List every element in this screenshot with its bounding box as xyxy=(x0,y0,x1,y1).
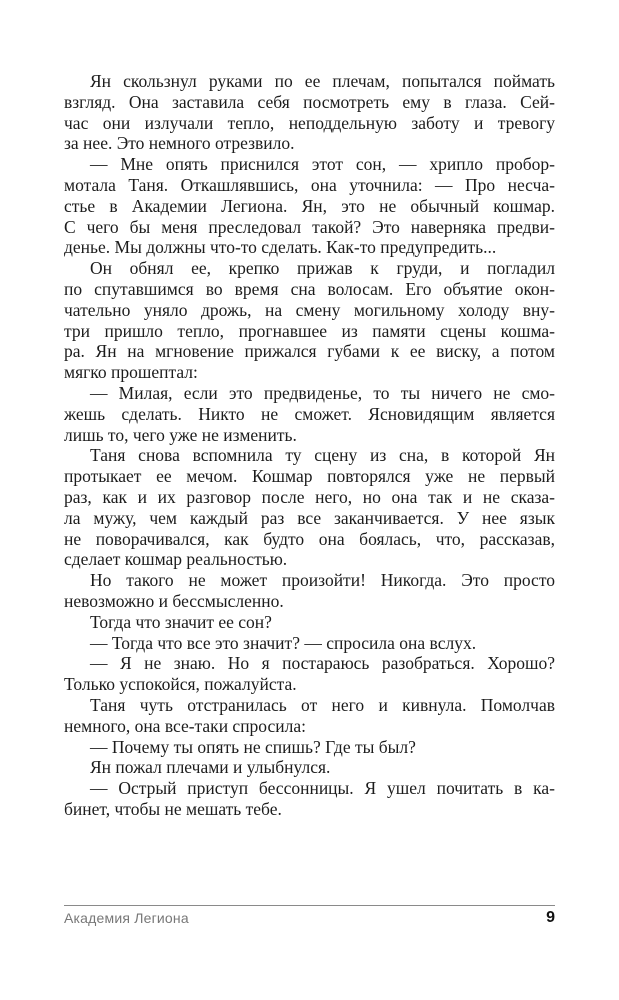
paragraph xyxy=(64,633,555,654)
text-line: жешь сделать. Никто не сможет. Ясновидящим является xyxy=(64,403,555,424)
text-line: стье в Академии Легиона. Ян, это не обычный кошмар. xyxy=(64,195,555,216)
text-line: взгляд. Она заставила себя посмотреть ему в глаза. Сей- xyxy=(64,91,555,112)
paragraph xyxy=(64,653,555,695)
text-line: Но такого не может произойти! Никогда. Это просто xyxy=(90,570,555,591)
paragraph xyxy=(64,71,555,154)
text-line: Таня чуть отстранилась от него и кивнула. Помолчав xyxy=(90,694,555,715)
page-number: 9 xyxy=(546,909,555,926)
text-line: С чего бы меня преследовал такой? Это наверняка предви- xyxy=(64,216,555,237)
text-line: три пришло тепло, прогнавшее из памяти сцены кошма- xyxy=(64,320,555,341)
text-line: бинет, чтобы не мешать тебе. xyxy=(64,798,282,819)
text-line: ра. Ян на мгновение прижался губами к ее виску, а потом xyxy=(64,341,555,362)
text-line: мотала Таня. Откашлявшись, она уточнила: — Про несча- xyxy=(64,174,555,195)
paragraph xyxy=(64,612,555,633)
text-line: не поворачивался, как будто она боялась, что, рассказав, xyxy=(64,528,555,549)
paragraph xyxy=(64,258,555,383)
text-line: — Острый приступ бессонницы. Я ушел почитать в ка- xyxy=(90,778,555,799)
text-line: раз, как и их разговор после него, но она так и не сказа- xyxy=(64,486,555,507)
text-line: мягко прошептал: xyxy=(64,362,198,383)
text-line: — Почему ты опять не спишь? Где ты был? xyxy=(90,736,416,757)
text-line: час они излучали тепло, неподдельную заботу и тревогу xyxy=(64,112,555,133)
text-line: денье. Мы должны что-то сделать. Как-то предупредить... xyxy=(64,237,497,258)
paragraph xyxy=(64,737,555,758)
text-line: Тогда что значит ее сон? xyxy=(90,611,272,632)
text-line: Таня снова вспомнила ту сцену из сна, в которой Ян xyxy=(90,445,555,466)
text-line: — Мне опять приснился этот сон, — хрипло пробор- xyxy=(90,154,555,175)
running-title: Академия Легиона xyxy=(64,910,189,926)
paragraph xyxy=(64,778,555,820)
text-line: за нее. Это немного отрезвило. xyxy=(64,133,295,154)
paragraph xyxy=(64,383,555,445)
paragraph xyxy=(64,445,555,570)
text-line: невозможно и бессмысленно. xyxy=(64,590,284,611)
text-line: — Я не знаю. Но я постараюсь разобраться. Хорошо? xyxy=(90,653,555,674)
text-line: лишь то, чего уже не изменить. xyxy=(64,424,297,445)
text-line: чательно уняло дрожь, на смену могильному холоду вну- xyxy=(64,299,555,320)
text-line: — Тогда что все это значит? — спросила она вслух. xyxy=(90,632,477,653)
text-line: сделает кошмар реальностью. xyxy=(64,549,288,570)
paragraph xyxy=(64,757,555,778)
text-line: Только успокойся, пожалуйста. xyxy=(64,674,297,695)
body-text xyxy=(64,71,555,820)
text-line: — Милая, если это предвиденье, то ты ничего не смо- xyxy=(90,382,555,403)
paragraph xyxy=(64,695,555,737)
text-line: Он обнял ее, крепко прижав к груди, и погладил xyxy=(90,258,555,279)
text-line: протыкает ее мечом. Кошмар повторялся уже не первый xyxy=(64,466,555,487)
text-line: немного, она все-таки спросила: xyxy=(64,715,306,736)
text-line: по спутавшимся во время сна волосам. Его объятие окон- xyxy=(64,278,555,299)
text-line: Ян пожал плечами и улыбнулся. xyxy=(90,757,331,778)
paragraph xyxy=(64,570,555,612)
paragraph xyxy=(64,154,555,258)
footer-divider xyxy=(64,905,555,906)
text-line: Ян скользнул руками по ее плечам, попытался поймать xyxy=(90,71,555,91)
text-line: ла мужу, чем каждый раз все заканчивается. У нее язык xyxy=(64,507,555,528)
